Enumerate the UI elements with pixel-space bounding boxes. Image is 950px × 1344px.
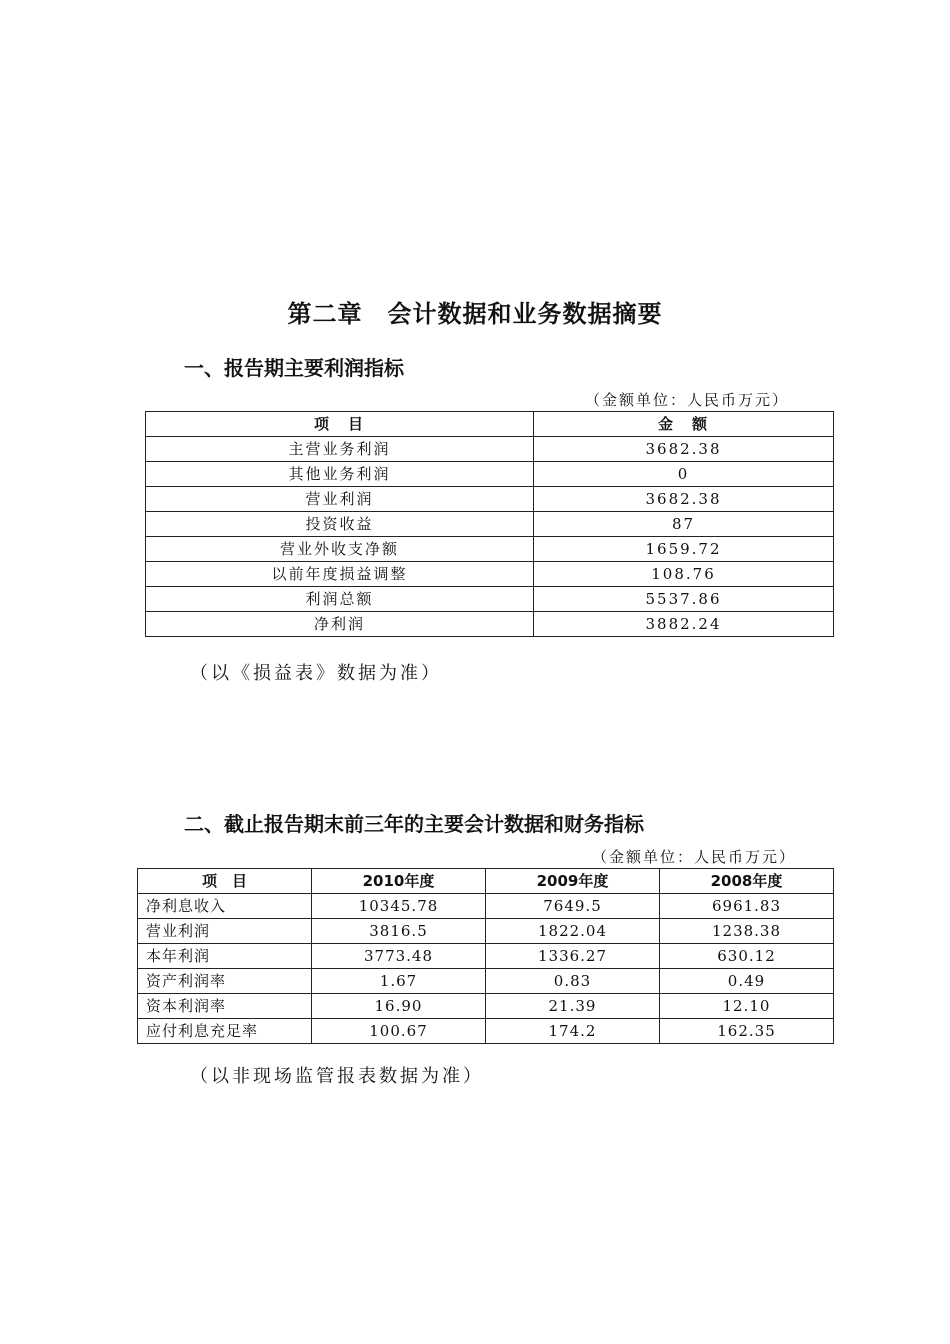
column-header-item: 项 目 xyxy=(138,869,312,894)
table-header-row xyxy=(146,412,834,437)
three-year-indicators-table xyxy=(137,868,834,1044)
row-value: 3882.24 xyxy=(534,612,834,637)
row-value-2009: 1336.27 xyxy=(486,944,660,969)
column-header-2009: 2009年度 xyxy=(486,869,660,894)
row-value: 108.76 xyxy=(534,562,834,587)
row-value: 3682.38 xyxy=(534,437,834,462)
column-header-2010: 2010年度 xyxy=(312,869,486,894)
table-row xyxy=(146,562,834,587)
row-value-2008: 630.12 xyxy=(660,944,834,969)
table-row xyxy=(146,512,834,537)
row-value-2010: 1.67 xyxy=(312,969,486,994)
row-label: 主营业务利润 xyxy=(146,437,534,462)
row-value-2009: 1822.04 xyxy=(486,919,660,944)
column-header-item: 项 目 xyxy=(146,412,534,437)
column-header-amount: 金 额 xyxy=(534,412,834,437)
row-label: 营业利润 xyxy=(138,919,312,944)
row-value: 1659.72 xyxy=(534,537,834,562)
row-label: 利润总额 xyxy=(146,587,534,612)
table-row xyxy=(146,462,834,487)
row-label: 资产利润率 xyxy=(138,969,312,994)
section2-unit-note: （金额单位：人民币万元） xyxy=(592,848,797,866)
row-value-2010: 16.90 xyxy=(312,994,486,1019)
row-value-2010: 10345.78 xyxy=(312,894,486,919)
row-label: 本年利润 xyxy=(138,944,312,969)
table-row xyxy=(138,994,834,1019)
table-row xyxy=(138,919,834,944)
row-value-2008: 0.49 xyxy=(660,969,834,994)
row-value: 3682.38 xyxy=(534,487,834,512)
table-row xyxy=(146,537,834,562)
table-row xyxy=(146,437,834,462)
row-value-2008: 162.35 xyxy=(660,1019,834,1044)
chapter-title: 第二章 会计数据和业务数据摘要 xyxy=(287,300,663,328)
table-row xyxy=(138,969,834,994)
row-label: 以前年度损益调整 xyxy=(146,562,534,587)
row-value: 0 xyxy=(534,462,834,487)
row-value-2008: 1238.38 xyxy=(660,919,834,944)
section2-source-note: （以非现场监管报表数据为准） xyxy=(190,1066,484,1087)
table-row xyxy=(138,944,834,969)
column-header-2008: 2008年度 xyxy=(660,869,834,894)
table-row xyxy=(138,1019,834,1044)
row-label: 净利息收入 xyxy=(138,894,312,919)
section1-heading: 一、报告期主要利润指标 xyxy=(184,356,404,380)
row-value-2010: 100.67 xyxy=(312,1019,486,1044)
row-value-2009: 21.39 xyxy=(486,994,660,1019)
table-row xyxy=(138,894,834,919)
row-label: 应付利息充足率 xyxy=(138,1019,312,1044)
row-value: 5537.86 xyxy=(534,587,834,612)
row-value-2008: 6961.83 xyxy=(660,894,834,919)
profit-indicators-table xyxy=(145,411,834,637)
row-value-2010: 3773.48 xyxy=(312,944,486,969)
row-value-2008: 12.10 xyxy=(660,994,834,1019)
section1-unit-note: （金额单位：人民币万元） xyxy=(585,391,790,409)
row-value-2010: 3816.5 xyxy=(312,919,486,944)
row-label: 营业利润 xyxy=(146,487,534,512)
row-label: 营业外收支净额 xyxy=(146,537,534,562)
table-row xyxy=(146,487,834,512)
row-label: 其他业务利润 xyxy=(146,462,534,487)
row-label: 资本利润率 xyxy=(138,994,312,1019)
row-value-2009: 0.83 xyxy=(486,969,660,994)
row-label: 净利润 xyxy=(146,612,534,637)
row-value-2009: 174.2 xyxy=(486,1019,660,1044)
section1-source-note: （以《损益表》数据为准） xyxy=(190,663,442,684)
row-value-2009: 7649.5 xyxy=(486,894,660,919)
section2-heading: 二、截止报告期末前三年的主要会计数据和财务指标 xyxy=(184,812,644,836)
table-row xyxy=(146,587,834,612)
row-label: 投资收益 xyxy=(146,512,534,537)
table-header-row xyxy=(138,869,834,894)
table-row xyxy=(146,612,834,637)
row-value: 87 xyxy=(534,512,834,537)
